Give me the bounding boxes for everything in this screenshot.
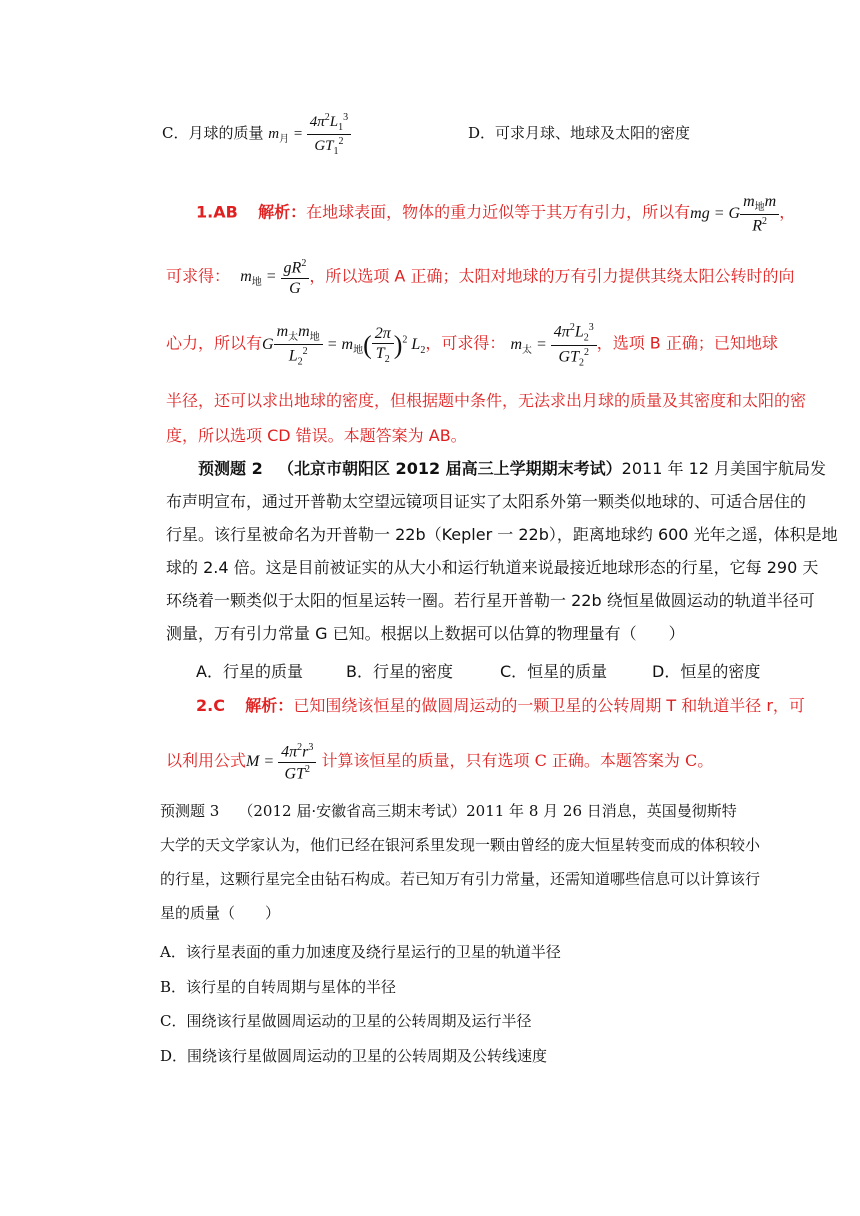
- question-2-option-c: C．恒星的质量: [500, 662, 608, 681]
- question-3-line-2: 大学的天文学家认为，他们已经在银河系里发现一颗由曾经的庞大恒星转变而成的体积较小: [160, 836, 761, 854]
- answer-1-line-3: 心力，所以有G $\frac{m_太m_地}{L_2^2}$ = $m_地$( $\frac{2\pi}{T_2}$ )$^2$ $L_2$，可求得： $m_太$ = $\frac{4\pi^2L_2^3}{GT_2^2}$ ，选项 B 正确；已知地球: [166, 322, 778, 369]
- answer-1-line-2: 可求得： $m_地$ = $\frac{gR^2}{G}$ ，所以选项 A 正确；太阳对地球的万有引力提供其绕太阳公转时的向: [166, 258, 795, 297]
- answer-2-line-1: 2.C 解析：已知围绕该恒星的做圆周运动的一颗卫星的公转周期 T 和轨道半径 r，可: [196, 696, 805, 715]
- question-3-line-4: 星的质量（ ）: [160, 904, 281, 922]
- option-d-density: D．可求月球、地球及太阳的密度: [468, 124, 691, 142]
- question-2-line-4: 球的 2.4 倍。这是目前被证实的从大小和运行轨道来说最接近地球形态的行星，它每 290 天: [166, 558, 819, 577]
- option-c-moon-mass: [162, 112, 351, 157]
- question-3-source: （2012 届·安徽省高三期末考试）: [238, 802, 467, 820]
- question-2-option-a: A．行星的质量: [196, 662, 303, 681]
- question-3-option-b: B．该行星的自转周期与星体的半径: [160, 978, 397, 996]
- question-3-option-d: D．围绕该行星做圆周运动的卫星的公转周期及公转线速度: [160, 1047, 548, 1065]
- answer-1-line-4: 半径，还可以求出地球的密度，但根据题中条件，无法求出月球的质量及其密度和太阳的密: [166, 391, 807, 410]
- question-2-option-d: D．恒星的密度: [652, 662, 761, 681]
- question-2-label: 预测题 2: [198, 459, 263, 478]
- question-2-line-1: 预测题 2 （北京市朝阳区 2012 届高三上学期期末考试）2011 年 12 月美国宇航局发: [198, 459, 827, 478]
- question-2-line-3: 行星。该行星被命名为开普勒一 22b（Kepler 一 22b），距离地球约 600 光年之遥，体积是地: [166, 525, 838, 544]
- answer-1-title: 解析：: [258, 202, 307, 222]
- question-3-line-1: 预测题 3 （2012 届·安徽省高三期末考试）2011 年 8 月 26 日消息，英国曼彻斯特: [160, 802, 737, 820]
- answer-2-tag: 2.C: [196, 696, 225, 715]
- question-3-line-3: 的行星，这颗行星完全由钻石构成。若已知万有引力常量，还需知道哪些信息可以计算该行: [160, 870, 761, 888]
- answer-2-line-2: 以利用公式M = $\frac{4\pi^2r^3}{GT^2}$ 计算该恒星的质量，只有选项 C 正确。本题答案为 C。: [166, 742, 714, 783]
- question-3-option-c: C．围绕该行星做圆周运动的卫星的公转周期及运行半径: [160, 1012, 532, 1030]
- question-3-option-a: A．该行星表面的重力加速度及绕行星运行的卫星的轨道半径: [160, 943, 561, 961]
- question-2-line-6: 测量，万有引力常量 G 已知。根据以上数据可以估算的物理量有（ ）: [166, 624, 685, 643]
- question-2-option-b: B．行星的密度: [346, 662, 453, 681]
- question-2-line-2: 布声明宣布，通过开普勒太空望远镜项目证实了太阳系外第一颗类似地球的、可适合居住的: [166, 492, 807, 511]
- answer-1-line-1: 1.AB 解析：在地球表面，物体的重力近似等于其万有引力，所以有mg = G $\frac{m_地m}{R^2}$ ，: [196, 193, 796, 235]
- answer-1-line-5: 度，所以选项 CD 错误。本题答案为 AB。: [166, 426, 467, 445]
- answer-2-title: 解析：: [245, 696, 294, 715]
- option-c-label: C．月球的质量: [162, 123, 264, 142]
- question-2-source: （北京市朝阳区 2012 届高三上学期期末考试）: [277, 459, 622, 478]
- question-3-label: 预测题 3: [160, 802, 220, 820]
- answer-1-tag: 1.AB: [196, 202, 238, 222]
- question-2-line-5: 环绕着一颗类似于太阳的恒星运转一圈。若行星开普勒一 22b 绕恒星做圆运动的轨道半径可: [166, 591, 815, 610]
- option-c-formula: $m_月$ = $\frac{4\pi^2L_1^3}{GT_1^2}$: [268, 126, 351, 142]
